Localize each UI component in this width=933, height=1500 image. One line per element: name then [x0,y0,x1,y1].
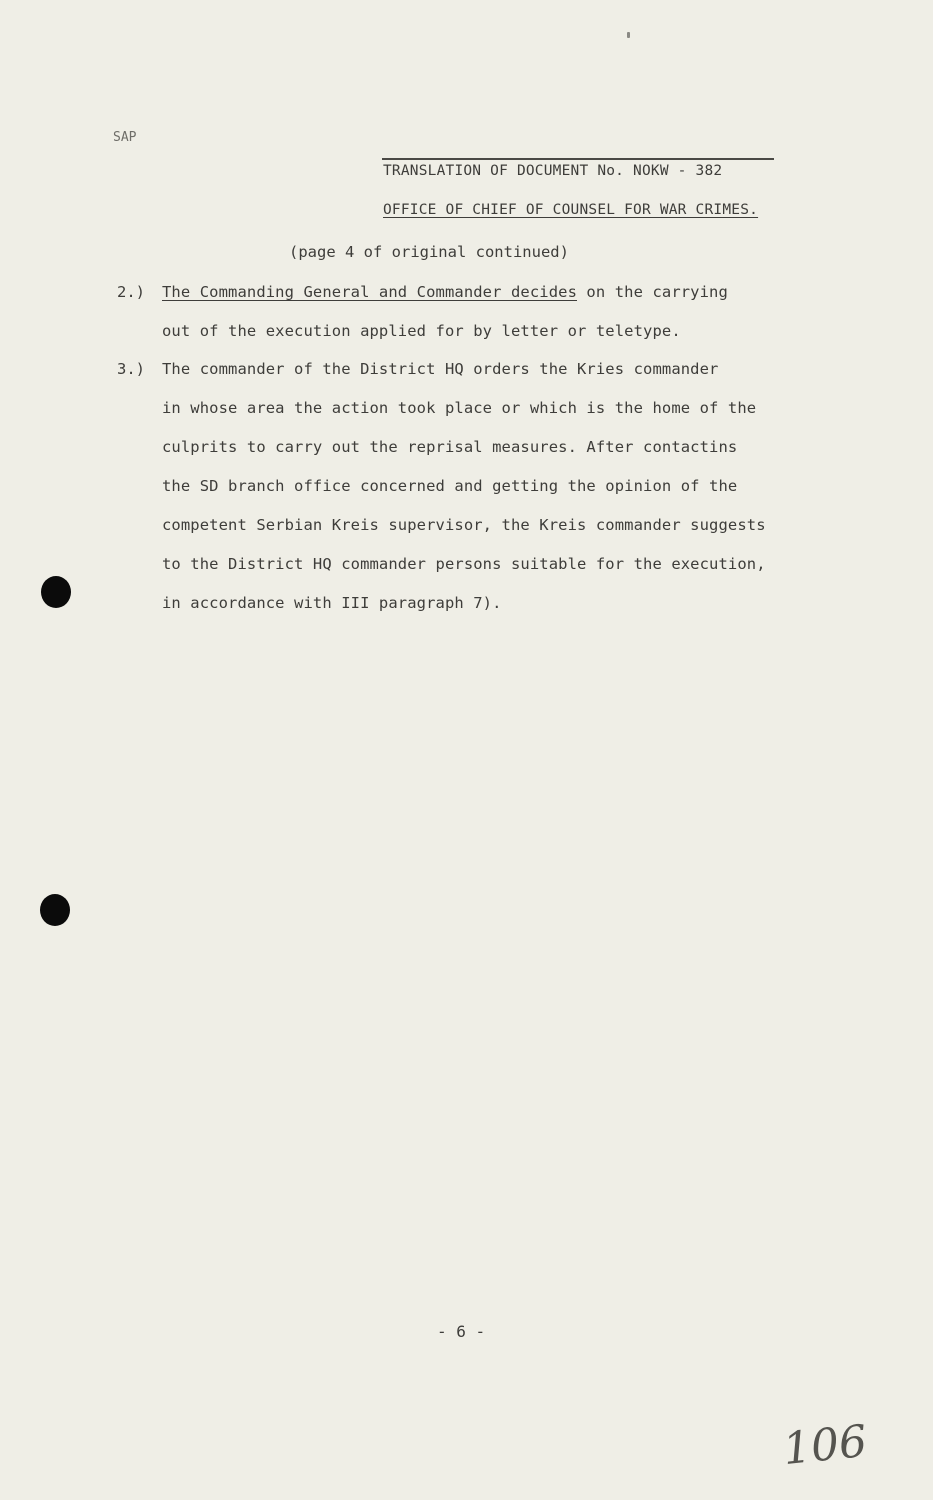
typist-initials: SAP [113,130,137,145]
item-2-line-2: out of the execution applied for by letter or teletype. [162,322,681,340]
item-3-line-2: in whose area the action took place or which is the home of the [162,399,757,417]
item-3-line-6: to the District HQ commander persons suitable for the execution, [162,555,766,573]
item-3-line-5: competent Serbian Kreis supervisor, the Kreis commander suggests [162,516,766,534]
item-3-line-1: The commander of the District HQ orders the Kries commander [162,360,719,378]
punch-hole-upper [41,576,71,608]
translation-header: TRANSLATION OF DOCUMENT No. NOKW - 382 [383,163,723,179]
continued-note: (page 4 of original continued) [289,243,569,261]
item-3-line-4: the SD branch office concerned and getting the opinion of the [162,477,738,495]
header-rule [382,158,774,160]
item-2-line-1 [162,283,728,301]
item-2-line-1-rest: on the carrying [577,283,728,301]
page-number: - 6 - [437,1322,486,1341]
item-2-number: 2.) [117,283,145,301]
office-header: OFFICE OF CHIEF OF COUNSEL FOR WAR CRIMES. [383,202,759,218]
paper-speck [627,32,630,38]
item-2-underlined-text: The Commanding General and Commander decides [162,283,577,301]
item-3-line-7: in accordance with III paragraph 7). [162,594,502,612]
item-3-number: 3.) [117,360,145,378]
punch-hole-lower [40,894,70,926]
handwritten-folio-number: 106 [780,1415,870,1476]
item-3-line-3: culprits to carry out the reprisal measures. After contactins [162,438,738,456]
